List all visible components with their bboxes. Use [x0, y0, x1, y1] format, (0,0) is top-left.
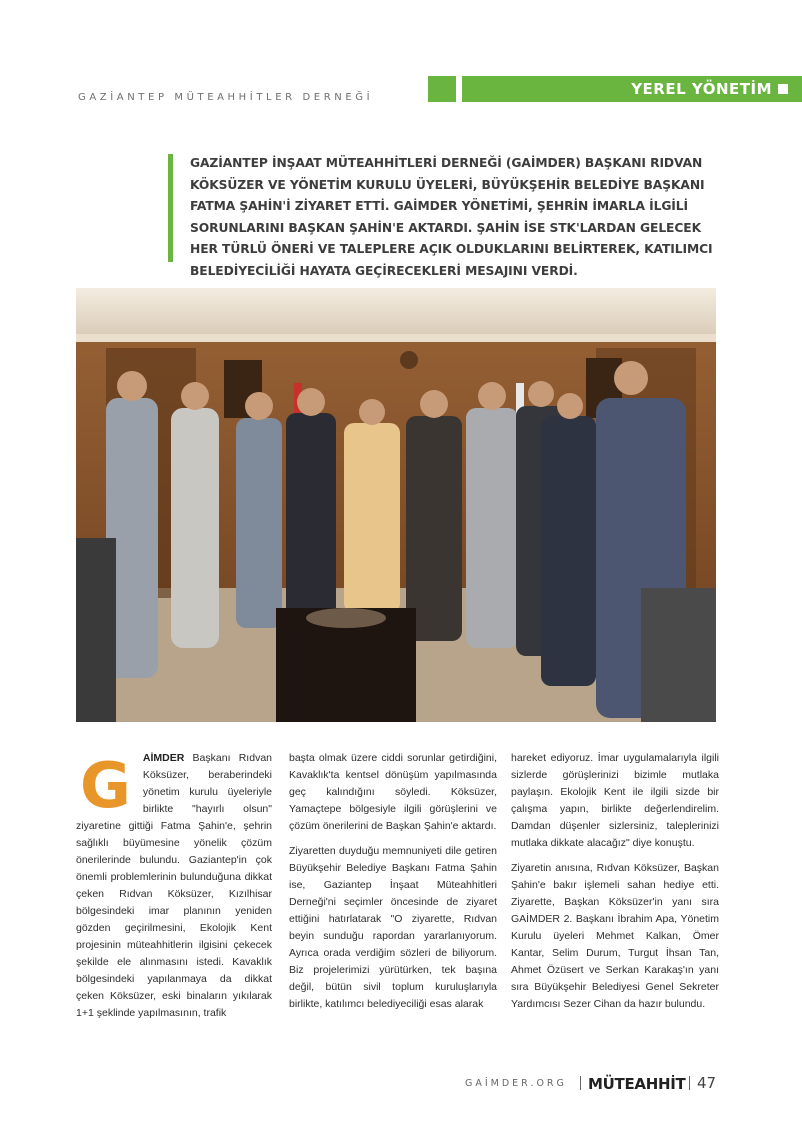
lead-rule — [168, 154, 173, 262]
footer-brand-logo: MÜTEAHHİT — [588, 1075, 686, 1093]
column-1-text: Başkanı Rıdvan Köksüzer, beraberindeki yönetim kurulu üyeleriyle birlikte "hayırlı olsun" ziyaretine gittiği Fatma Şahin'e, şehrin sağlıklı büyümesine yönelik çözüm önerilerinde bulundu. Gaziantep'in çok önemli problemlerinin bulunduğuna dikkat çeken Rıdvan Köksüzer, Kızılhisar bölgesindeki imar planının yeniden gözden geçirilmesini, Ekolojik Kent projesinin müteahhitlerin ilgisini çekecek şekilde ele alınmasını istedi. Kavaklık bölgesindeki yapılanmaya da dikkat çeken Köksüzer, eski binaların yıkılarak 1+1 şeklinde yapılmasının, trafik — [76, 752, 272, 1019]
section-square-icon — [778, 84, 788, 94]
page-number: 47 — [697, 1074, 717, 1092]
header-green-square — [428, 76, 456, 102]
column-3-paragraph-1: hareket ediyoruz. İmar uygulamalarıyla ilgili sizlerde görüşlerinizi bizimle mutlaka paylaşın. Ekolojik Kent ile ilgili sizde bir çalışma yapın, birlikte değerlendirelim. Damdan düşenler sizlersiniz, taleplerinizi mutlaka dikkate alacağız" diye konuştu. — [511, 752, 719, 849]
article-column-1 — [76, 750, 272, 1022]
column-2-paragraph-2: Ziyaretten duyduğu memnuniyeti dile getiren Büyükşehir Belediye Başkanı Fatma Şahin ise, Gaziantep İnşaat Müteahhitleri Derneği'ni seçimler öncesinde de ziyaret ettiğini hatırlatarak "O ziyarette, Rıdvan beyin sunduğu rapordan yararlanıyorum. Ayrıca orada verdiğim sözleri de biliyorum. Biz projelerimizi yürütürken, tek başına değil, bütün sivil toplum kuruluşlarıyla birlikte, katılımcı belediyeciliği esas alarak — [289, 845, 497, 1010]
group-photo — [76, 288, 716, 722]
column-3-paragraph-2: Ziyaretin anısına, Rıdvan Köksüzer, Başkan Şahin'e bakır işlemeli sahan hediye etti. Ziyarette, Başkan Köksüzer'in yanı sıra GAİMDER 2. Başkanı İbrahim Apa, Yönetim Kurulu üyeleri Mehmet Kalkan, Ömer Kantar, Selim Durum, Turgut İhsan Tan, Ahmet Özüsert ve Serkan Karakaş'ın yanı sıra Büyükşehir Belediyesi Genel Sekreter Yardımcısı Sezer Cihan da hazır bulundu. — [511, 862, 719, 1010]
first-word: AİMDER — [142, 752, 185, 764]
article-column-2 — [289, 750, 497, 1021]
page-footer — [0, 1074, 802, 1094]
section-banner — [462, 76, 802, 102]
drop-cap: G — [80, 749, 131, 822]
footer-divider — [580, 1076, 581, 1090]
column-2-paragraph-1: başta olmak üzere ciddi sorunlar getirdiğini, Kavaklık'ta kentsel dönüşüm yapılmasında geç kalındığını söyledi. Köksüzer, Yamaçtepe bölgesiyle ilgili görüşlerini ve çözüm önerilerini de Başkan Şahin'e aktardı. — [289, 752, 497, 832]
footer-site: GAİMDER.ORG — [465, 1078, 567, 1089]
header-association: GAZİANTEP MÜTEAHHİTLER DERNEĞİ — [78, 92, 374, 103]
article-column-3 — [511, 750, 719, 1021]
footer-divider — [689, 1076, 690, 1090]
lead-paragraph: GAZİANTEP İNŞAAT MÜTEAHHİTLERİ DERNEĞİ (GAİMDER) BAŞKANI RIDVAN KÖKSÜZER VE YÖNETİM KURULU ÜYELERİ, BÜYÜKŞEHİR BELEDİYE BAŞKANI FATMA ŞAHİN'İ ZİYARET ETTİ. GAİMDER YÖNETİMİ, ŞEHRİN İMARLA İLGİLİ SORUNLARINI BAŞKAN ŞAHİN'E AKTARDI. ŞAHİN İSE STK'LARDAN GELECEK HER TÜRLÜ ÖNERİ VE TALEPLERE AÇIK OLDUKLARINI BELİRTEREK, KATILIMCI BELEDİYECİLİĞİ HAYATA GEÇİRECEKLERİ MESAJINI VERDİ. — [190, 156, 713, 278]
section-title: YEREL YÖNETİM — [631, 80, 772, 98]
